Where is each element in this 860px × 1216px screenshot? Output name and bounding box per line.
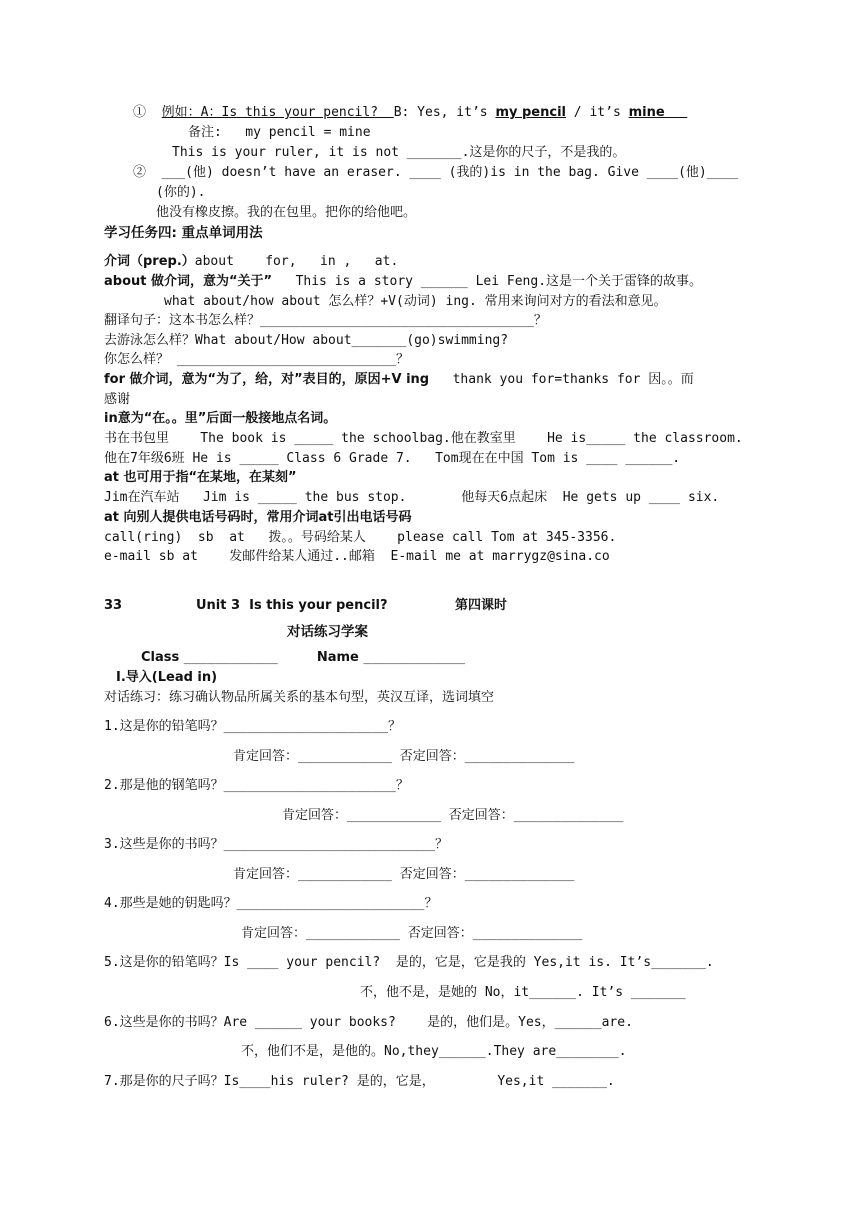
eraser-translation: 他没有橡皮擦。我的在包里。把你的给他吧。 <box>156 205 417 220</box>
eraser-line <box>133 165 738 181</box>
exercise-3-question: 3.这些是你的书吗？___________________________？ <box>104 837 448 852</box>
exercise-2-answers: 肯定回答：____________ 否定回答：______________ <box>282 808 624 823</box>
task4-heading: 学习任务四: 重点单词用法 <box>104 225 263 241</box>
in-example-2: 他在7年级6班 He is _____ Class 6 Grade 7. Tom现在在中国 Tom is ____ ______. <box>104 451 681 466</box>
circled-number-2: ② <box>133 165 147 180</box>
exercise-1-answers: 肯定回答：____________ 否定回答：______________ <box>233 749 575 764</box>
exercise-6-answer: 不，他们不是，是他的。No,they______.They are________. <box>241 1044 627 1059</box>
at-example-3: e-mail sb at 发邮件给某人通过..邮箱 E-mail me at marrygz@sina.co <box>104 549 610 564</box>
in-example-1: 书在书包里 The book is _____ the schoolbag.他在教室里 He is_____ the classroom. <box>104 431 743 446</box>
example-mine: mine <box>628 105 688 120</box>
exercise-2-question: 2.那是他的钢笔吗？______________________？ <box>104 778 409 793</box>
prep-label: 介词（prep.） <box>104 254 195 269</box>
prep-line <box>104 254 398 270</box>
lesson-subtitle: 对话练习学案 <box>287 624 368 640</box>
about-label: about 做介词，意为“关于” <box>104 274 273 289</box>
at-heading: at 也可用于指“在某地，在某刻” <box>104 470 297 485</box>
eraser-text: ___(他) doesn’t have an eraser. ____ (我的)is in the bag. Give ____(他)____ <box>161 165 739 180</box>
name-blank: _____________ <box>363 650 466 665</box>
example-answer-start: B: Yes, it’s <box>393 105 496 120</box>
about-example: This is a story ______ Lei Feng.这是一个关于雷锋的故事。 <box>272 274 703 289</box>
note-line: 备注: my pencil = mine <box>188 125 371 140</box>
for-line-cont: 感谢 <box>104 392 131 407</box>
class-blank: ____________ <box>183 650 278 665</box>
example-question: 例如：A：Is this your pencil? <box>161 105 394 120</box>
name-label: Name <box>316 650 364 665</box>
class-name-line <box>141 650 465 666</box>
exercise-4-question: 4.那些是她的钥匙吗？________________________？ <box>104 896 438 911</box>
circled-number-1: ① <box>133 105 147 120</box>
exercise-5-question: 5.这是你的铅笔吗？Is ____ your pencil? 是的，它是，它是我的 Yes,it is. It’s_______. <box>104 955 714 970</box>
eraser-line-cont: (你的). <box>156 185 206 200</box>
for-example: thank you for=thanks for 因。。而 <box>429 372 694 387</box>
at-phone-heading: at 向别人提供电话号码时，常用介词at引出电话号码 <box>104 510 412 525</box>
about-line <box>104 274 702 290</box>
translate-2: 去游泳怎么样？What about/How about_______(go)swimming? <box>104 333 509 348</box>
about-usage: what about/how about 怎么样？+V(动词) ing. 常用来询问对方的看法和意见。 <box>164 294 667 309</box>
exercise-5-answer: 不，他不是，是她的 No，it______. It’s _______ <box>360 985 686 1000</box>
at-example-1: Jim在汽车站 Jim is _____ the bus stop. 他每天6点起床 He gets up ____ six. <box>104 490 720 505</box>
class-label: Class <box>141 650 184 665</box>
exercise-instruction: 对话练习：练习确认物品所属关系的基本句型，英汉互译，选词填空 <box>104 690 495 705</box>
example-my-pencil: my pencil <box>495 105 566 120</box>
lesson-period: 第四课时 <box>455 598 508 613</box>
lesson-number: 33 <box>104 598 123 613</box>
exercise-3-answers: 肯定回答：____________ 否定回答：______________ <box>233 867 575 882</box>
at-example-2: call(ring) sb at 拨。。号码给某人 please call Tom at 345-3356. <box>104 530 617 545</box>
ruler-line: This is your ruler, it is not _______.这是你的尺子，不是我的。 <box>172 145 626 160</box>
example-line-1 <box>133 105 687 121</box>
translate-1: 翻译句子：这本书怎么样？___________________________________？ <box>104 313 547 328</box>
for-label: for 做介词，意为“为了，给，对”表目的，原因+V ing <box>104 372 430 387</box>
lead-in-heading: I.导入(Lead in) <box>116 670 218 685</box>
exercise-1-question: 1.这是你的铅笔吗？_____________________？ <box>104 719 402 734</box>
exercise-4-answers: 肯定回答：____________ 否定回答：______________ <box>241 926 583 941</box>
for-line <box>104 372 694 388</box>
in-heading: in意为“在。。里”后面一般接地点名词。 <box>104 411 337 426</box>
exercise-7-question: 7.那是你的尺子吗？Is____his ruler? 是的，它是， Yes,it _______. <box>104 1074 615 1089</box>
lesson-title: Unit 3 Is this your pencil? <box>196 598 388 613</box>
prep-list: about for, in , at. <box>194 254 399 269</box>
exercise-6-question: 6.这些是你的书吗？Are ______ your books? 是的，他们是。Yes，______are. <box>104 1015 633 1030</box>
translate-3: 你怎么样？ ____________________________？ <box>104 352 409 367</box>
example-answer-mid: / it’s <box>565 105 629 120</box>
